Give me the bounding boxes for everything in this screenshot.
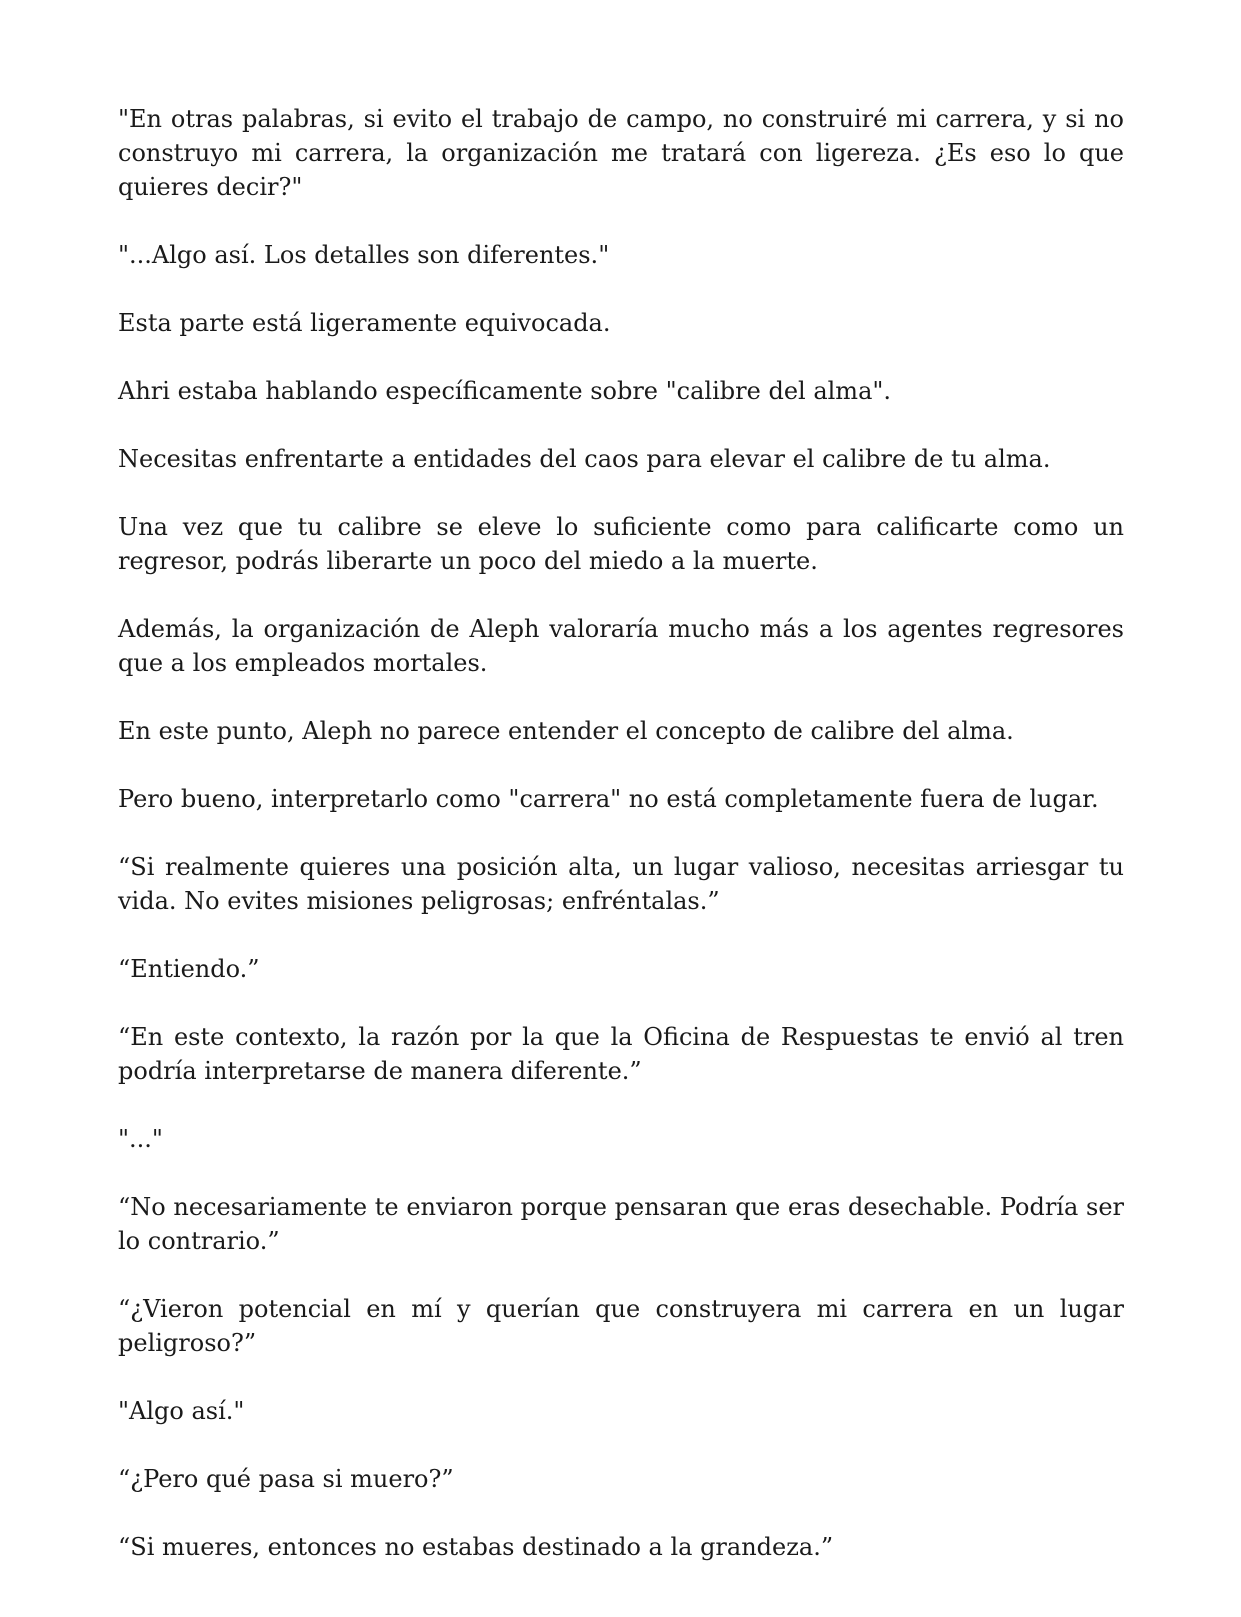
paragraph-1: "En otras palabras, si evito el trabajo de campo, no construiré mi carrera, y si no construyo mi carrera, la organización me tratará con ligereza. ¿Es eso lo que quieres decir?": [118, 105, 1124, 201]
paragraph-8: En este punto, Aleph no parece entender el concepto de calibre del alma.: [118, 717, 1014, 745]
paragraph-6: Una vez que tu calibre se eleve lo suficiente como para calificarte como un regresor, podrás liberarte un poco del miedo a la muerte.: [118, 513, 1124, 575]
paragraph-10: “Si realmente quieres una posición alta, un lugar valioso, necesitas arriesgar tu vida. No evites misiones peligrosas; enfréntalas.”: [118, 853, 1124, 915]
document-page: [118, 102, 1124, 1564]
paragraph-3: Esta parte está ligeramente equivocada.: [118, 309, 611, 337]
paragraph-9: Pero bueno, interpretarlo como "carrera" no está completamente fuera de lugar.: [118, 785, 1099, 813]
paragraph-17: “¿Pero qué pasa si muero?”: [118, 1465, 454, 1493]
paragraph-12: “En este contexto, la razón por la que la Oficina de Respuestas te envió al tren podría interpretarse de manera diferente.”: [118, 1023, 1124, 1085]
paragraph-14: “No necesariamente te enviaron porque pensaran que eras desechable. Podría ser lo contrario.”: [118, 1193, 1124, 1255]
paragraph-4: Ahri estaba hablando específicamente sobre "calibre del alma".: [118, 377, 892, 405]
paragraph-18: “Si mueres, entonces no estabas destinado a la grandeza.”: [118, 1533, 834, 1561]
paragraph-5: Necesitas enfrentarte a entidades del caos para elevar el calibre de tu alma.: [118, 445, 1051, 473]
paragraph-11: “Entiendo.”: [118, 955, 260, 983]
paragraph-15: “¿Vieron potencial en mí y querían que construyera mi carrera en un lugar peligroso?”: [118, 1295, 1124, 1357]
paragraph-7: Además, la organización de Aleph valoraría mucho más a los agentes regresores que a los empleados mortales.: [118, 615, 1124, 677]
paragraph-16: "Algo así.": [118, 1397, 245, 1425]
paragraph-13: "...": [118, 1125, 163, 1153]
paragraph-2: "...Algo así. Los detalles son diferentes.": [118, 241, 610, 269]
